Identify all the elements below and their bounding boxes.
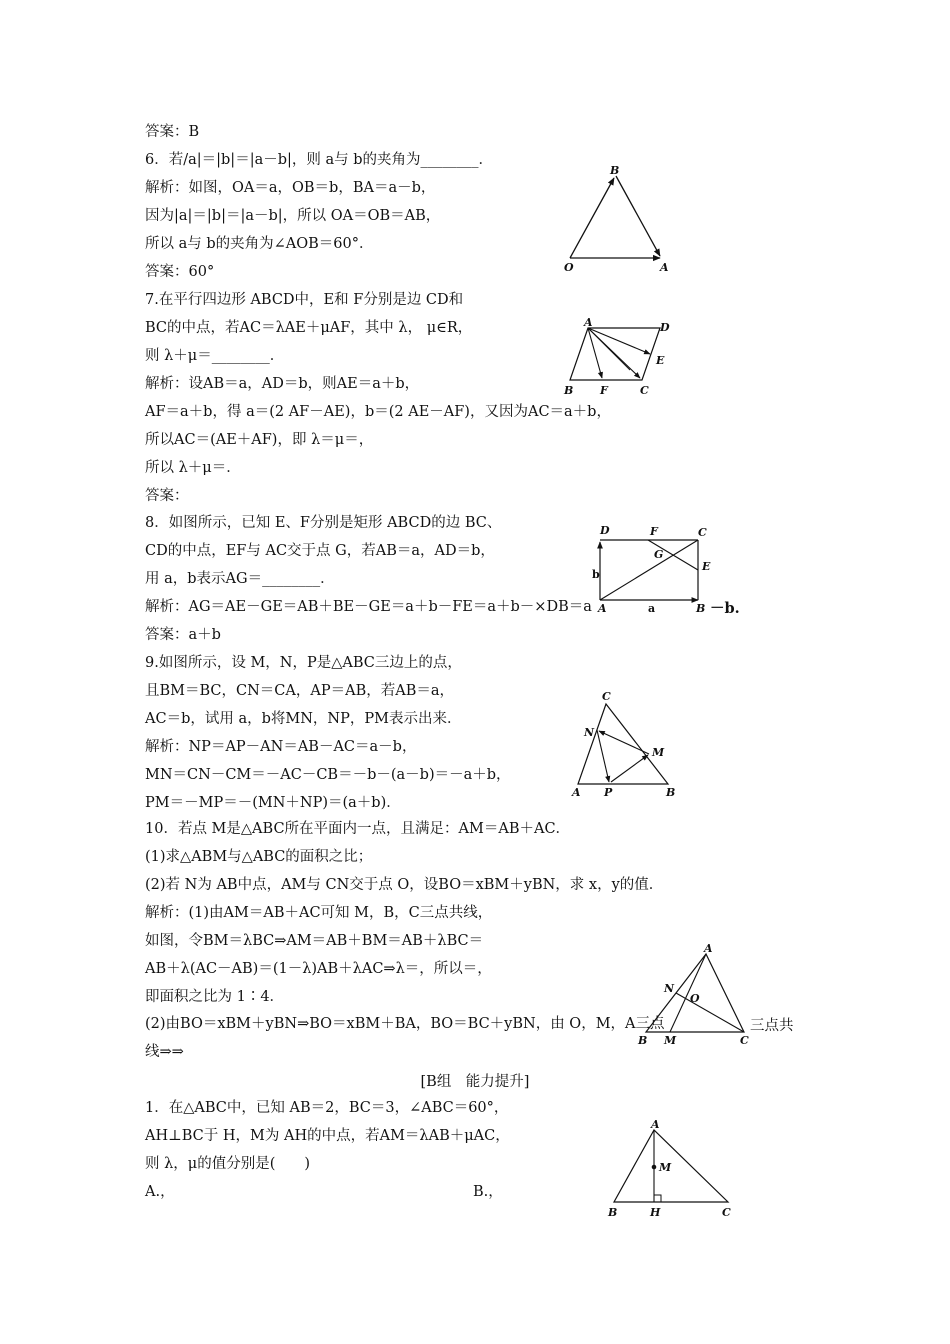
- vector-ob: [570, 178, 614, 258]
- text-line: 6．若/a|＝|b|＝|a－b|，则 a与 b的夹角为________．: [145, 152, 494, 168]
- point-label: D: [660, 321, 670, 334]
- figure-parallelogram: [560, 318, 680, 403]
- figure-rectangle: [590, 522, 720, 617]
- point-label: A: [598, 602, 607, 615]
- point-label: F: [650, 525, 658, 538]
- text-line: 如图，令BM＝λBC⇒AM＝AB＋BM＝AB＋λBC＝: [145, 933, 484, 949]
- text-line: 所以 λ＋μ＝．: [145, 460, 241, 476]
- point-label: B: [638, 1034, 648, 1047]
- text-line: 答案：B: [145, 124, 200, 140]
- text-line: 用 a，b表示AG＝________．: [145, 571, 335, 587]
- point-label: B: [696, 602, 706, 615]
- point-label: C: [640, 384, 649, 397]
- text-line: 解析：AG＝AE－GE＝AB＋BE－GE＝a＋b－FE＝a＋b－×DB＝a: [145, 599, 592, 615]
- section-title: [B组 能力提升]: [420, 1074, 530, 1090]
- midpoint-dot: [652, 1165, 657, 1170]
- vector-ba: [616, 176, 660, 256]
- point-label: A: [572, 786, 581, 799]
- text-line: 解析：如图，OA＝a，OB＝b，BA＝a－b，: [145, 180, 436, 196]
- point-label: B: [608, 1206, 618, 1219]
- text-line: 且BM＝BC，CN＝CA，AP＝AB，若AB＝a，: [145, 683, 454, 699]
- point-label: O: [564, 261, 574, 274]
- text-line: 则 λ，μ的值分别是( ): [145, 1156, 311, 1172]
- point-label: A: [584, 316, 593, 329]
- text-line: AC＝b，试用 a，b将MN，NP，PM表示出来．: [145, 711, 462, 727]
- text-line: 因为|a|＝|b|＝|a－b|，所以 OA＝OB＝AB，: [145, 208, 441, 224]
- text-line: AB＋λ(AC－AB)＝(1－λ)AB＋λAC⇒λ＝，所以＝，: [145, 961, 492, 977]
- point-label: C: [740, 1034, 749, 1047]
- point-label: A: [660, 261, 669, 274]
- segment-cn: [676, 993, 744, 1032]
- point-label: D: [600, 524, 610, 537]
- option-a: A.，: [145, 1184, 175, 1200]
- point-label: B: [666, 786, 676, 799]
- text-line: AF＝a＋b，得 a＝(2 AF－AE)，b＝(2 AE－AF)，又因为AC＝a＋b，: [145, 404, 611, 420]
- vector-label: a: [648, 602, 656, 615]
- vector-np: [597, 730, 609, 782]
- figure-triangle-mnp: [570, 688, 690, 806]
- text-line: CD的中点，EF与 AC交于点 G，若AB＝a，AD＝b，: [145, 543, 495, 559]
- text-line: 线⇒⇒: [145, 1044, 184, 1060]
- figure-triangle-nom: [636, 944, 752, 1048]
- point-label: N: [584, 726, 595, 739]
- point-label: A: [651, 1118, 660, 1131]
- text-fragment: －b.: [710, 600, 740, 617]
- text-line: 10．若点 M是△ABC所在平面内一点，且满足：AM＝AB＋AC．: [145, 821, 571, 837]
- text-line: 解析：设AB＝a，AD＝b，则AE＝a＋b，: [145, 376, 420, 392]
- point-label: M: [664, 1034, 677, 1047]
- text-line: PM＝－MP＝－(MN＋NP)＝(a＋b)．: [145, 795, 401, 811]
- figure-triangle-altitude: [604, 1120, 736, 1224]
- point-label: G: [654, 548, 664, 561]
- point-label: O: [690, 992, 700, 1005]
- text-line: (1)求△ABM与△ABC的面积之比；: [145, 849, 373, 865]
- point-label: M: [652, 746, 665, 759]
- text-line: (2)由BO＝xBM＋yBN⇒BO＝xBM＋BA，BO＝BC＋yBN，由 O，M，A三点: [145, 1016, 665, 1032]
- text-line: 答案：: [145, 488, 189, 504]
- diagonal-ac: [600, 540, 698, 600]
- text-line: 7.在平行四边形 ABCD中，E和 F分别是边 CD和: [145, 292, 464, 308]
- point-label: E: [702, 560, 711, 573]
- text-line: 1．在△ABC中，已知 AB＝2，BC＝3，∠ABC＝60°，: [145, 1100, 509, 1116]
- point-label: N: [664, 982, 675, 995]
- option-b: B.，: [473, 1184, 503, 1200]
- point-label: F: [600, 384, 608, 397]
- text-line: 解析：(1)由AM＝AB＋AC可知 M，B，C三点共线，: [145, 905, 493, 921]
- vector-pm: [611, 755, 648, 782]
- text-line: 即面积之比为 1∶4．: [145, 989, 285, 1005]
- point-label: E: [656, 354, 665, 367]
- text-line: 9.如图所示，设 M，N，P是△ABC三边上的点，: [145, 655, 462, 671]
- text-line: 答案：60°: [145, 264, 215, 280]
- vector-label: b: [592, 568, 600, 581]
- vector-ae: [588, 328, 650, 354]
- point-label: A: [704, 942, 713, 955]
- text-line: 所以 a与 b的夹角为∠AOB＝60°．: [145, 236, 374, 252]
- text-line: 则 λ＋μ＝________．: [145, 348, 285, 364]
- point-label: B: [610, 164, 620, 177]
- text-line: BC的中点，若AC＝λAE＋μAF，其中 λ， μ∈R，: [145, 320, 473, 336]
- point-label: H: [650, 1206, 661, 1219]
- text-line: MN＝CN－CM＝－AC－CB＝－b－(a－b)＝－a＋b，: [145, 767, 511, 783]
- point-label: B: [564, 384, 574, 397]
- point-label: C: [722, 1206, 731, 1219]
- text-line: 答案：a＋b: [145, 627, 221, 643]
- text-line: 解析：NP＝AP－AN＝AB－AC＝a－b，: [145, 739, 417, 755]
- text-line: AH⊥BC于 H，M为 AH的中点，若AM＝λAB＋μAC，: [145, 1128, 510, 1144]
- point-label: M: [659, 1161, 672, 1174]
- vector-mn: [599, 731, 649, 754]
- point-label: C: [698, 526, 707, 539]
- right-angle-mark: [654, 1195, 661, 1202]
- figure-triangle-oab: [560, 160, 680, 280]
- point-label: P: [604, 786, 613, 799]
- text-line: (2)若 N为 AB中点，AM与 CN交于点 O，设BO＝xBM＋yBN，求 x，y的值．: [145, 877, 664, 893]
- text-line: 8．如图所示，已知 E、F分别是矩形 ABCD的边 BC、: [145, 515, 502, 531]
- text-line: 所以AC＝(AE＋AF)，即 λ＝μ＝，: [145, 432, 374, 448]
- triangle-abc: [578, 704, 668, 784]
- text-fragment: 三点共: [750, 1018, 794, 1034]
- point-label: C: [602, 690, 611, 703]
